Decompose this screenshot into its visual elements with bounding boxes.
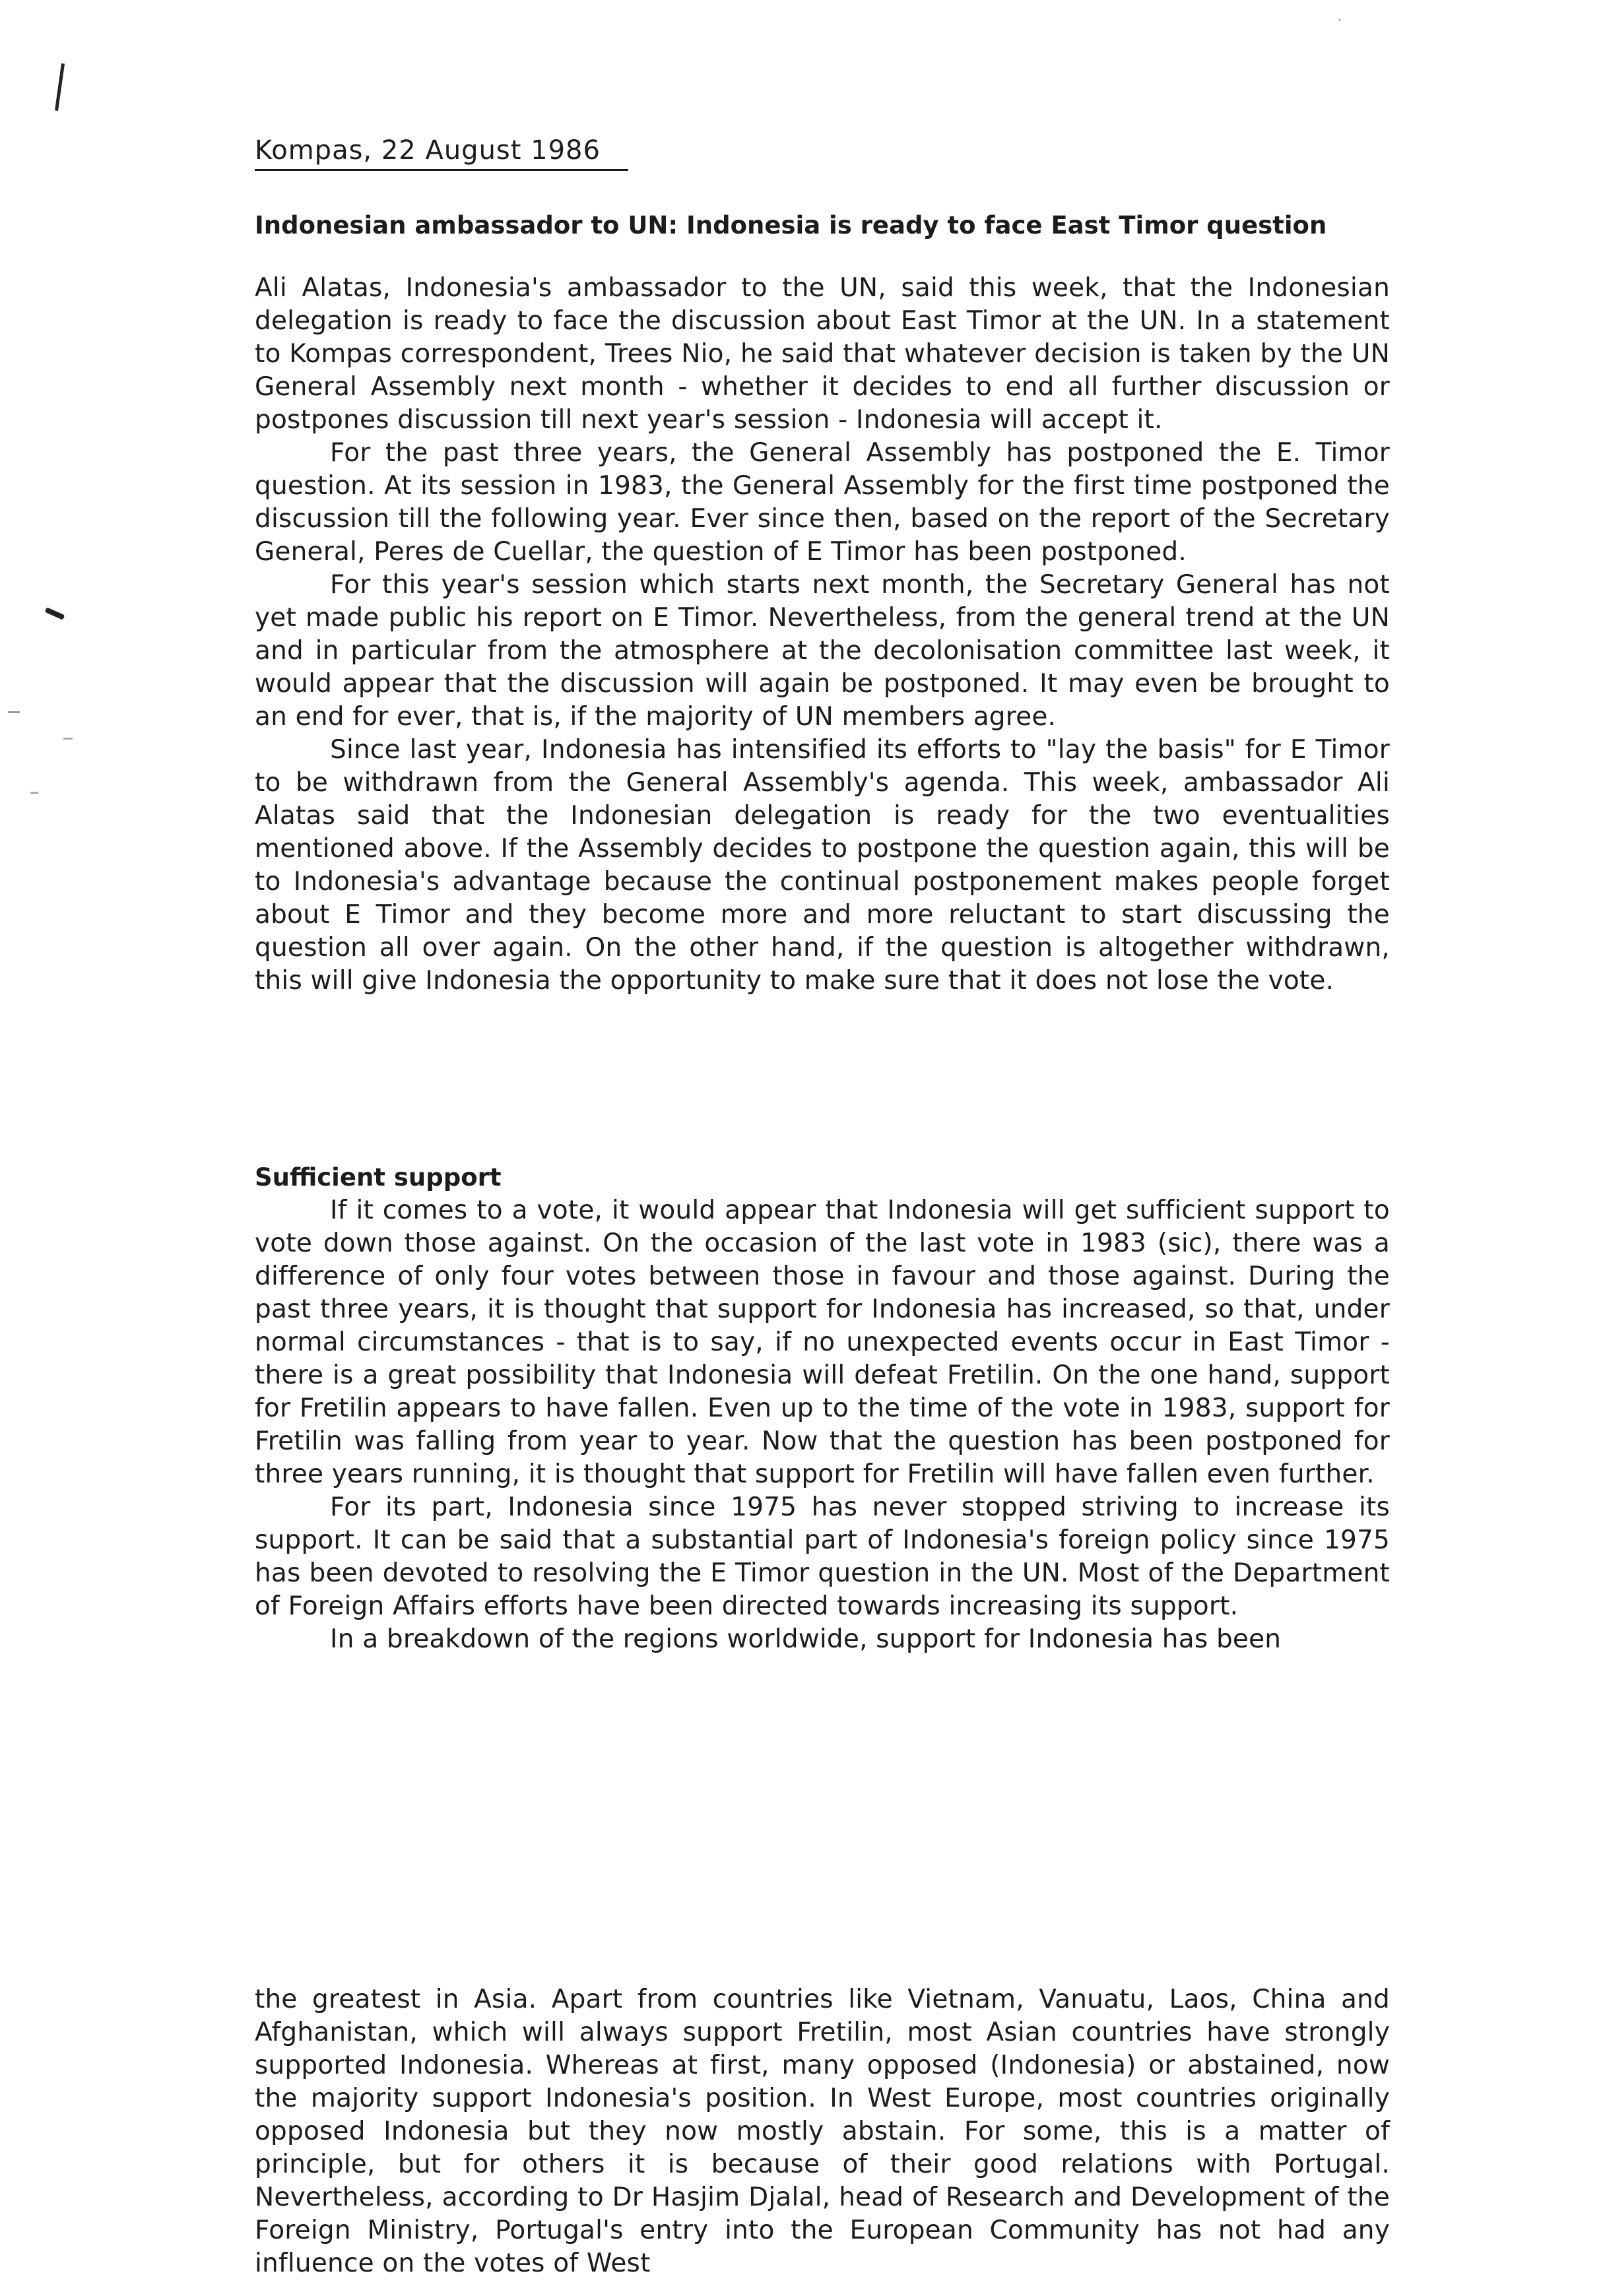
paragraph: the greatest in Asia. Apart from countries like Vietnam, Vanuatu, Laos, China and Afghanistan, which will always support Fretilin, most Asian countries have strongly supported Indonesia. Whereas at first, many opposed (Indonesia) or abstained, now the majority support Indonesia's position. In West Europe, most countries originally opposed Indonesia but they now mostly abstain. For some, this is a matter of principle, but for others it is because of their good relations with Portugal. Nevertheless, according to Dr Hasjim Djalal, head of Research and Development of the Foreign Ministry, Portugal's entry into the European Community has not had any influence on the votes of West <box>255 1985 1390 2278</box>
article-body-part1 <box>255 272 1390 998</box>
paragraph: If it comes to a vote, it would appear that Indonesia will get sufficient support to vote down those against. On the occasion of the last vote in 1983 (sic), there was a difference of only four votes between those in favour and those against. During the past three years, it is thought that support for Indonesia has increased, so that, under normal circumstances - that is to say, if no unexpected events occur in East Timor - there is a great possibility that Indonesia will defeat Fretilin. On the one hand, support for Fretilin appears to have fallen. Even up to the time of the vote in 1983, support for Fretilin was falling from year to year. Now that the question has been postponed for three years running, it is thought that support for Fretilin will have fallen even further. <box>255 1196 1390 1489</box>
source-citation: Kompas, 22 August 1986 <box>255 132 628 171</box>
paragraph: Ali Alatas, Indonesia's ambassador to the UN, said this week, that the Indonesian delegation is ready to face the discussion about East Timor at the UN. In a statement to Kompas correspondent, Trees Nio, he said that whatever decision is taken by the UN General Assembly next month - whether it decides to end all further discussion or postpones discussion till next year's session - Indonesia will accept it. <box>255 273 1390 435</box>
handwritten-slash-mark <box>55 63 65 111</box>
margin-smudge <box>63 738 73 740</box>
article-headline: Indonesian ambassador to UN: Indonesia is ready to face East Timor question <box>255 211 1327 239</box>
margin-smudge <box>8 711 20 713</box>
paragraph: For its part, Indonesia since 1975 has never stopped striving to increase its support. It can be said that a substantial part of Indonesia's foreign policy since 1975 has been devoted to resolving the E Timor question in the UN. Most of the Department of Foreign Affairs efforts have been directed towards increasing its support. <box>255 1492 1390 1621</box>
paragraph: In a breakdown of the regions worldwide, support for Indonesia has been <box>330 1624 1282 1654</box>
margin-smudge <box>30 792 38 794</box>
paragraph: For this year's session which starts next month, the Secretary General has not yet made public his report on E Timor. Nevertheless, from the general trend at the UN and in particular from the atmosphere at the decolonisation committee last week, it would appear that the discussion will again be postponed. It may even be brought to an end for ever, that is, if the majority of UN members agree. <box>255 570 1390 732</box>
article-body-part2 <box>255 1194 1390 1656</box>
article-body-part3 <box>255 1983 1390 2280</box>
margin-arrow-mark <box>45 607 65 620</box>
speck-mark <box>1338 18 1341 21</box>
paragraph: For the past three years, the General Assembly has postponed the E. Timor question. At its session in 1983, the General Assembly for the first time postponed the discussion till the following year. Ever since then, based on the report of the Secretary General, Peres de Cuellar, the question of E Timor has been postponed. <box>255 438 1390 567</box>
section-subheading: Sufficient support <box>255 1163 502 1192</box>
paragraph: Since last year, Indonesia has intensified its efforts to "lay the basis" for E Timor to be withdrawn from the General Assembly's agenda. This week, ambassador Ali Alatas said that the Indonesian delegation is ready for the two eventualities mentioned above. If the Assembly decides to postpone the question again, this will be to Indonesia's advantage because the continual postponement makes people forget about E Timor and they become more and more reluctant to start discussing the question all over again. On the other hand, if the question is altogether withdrawn, this will give Indonesia the opportunity to make sure that it does not lose the vote. <box>255 735 1390 996</box>
